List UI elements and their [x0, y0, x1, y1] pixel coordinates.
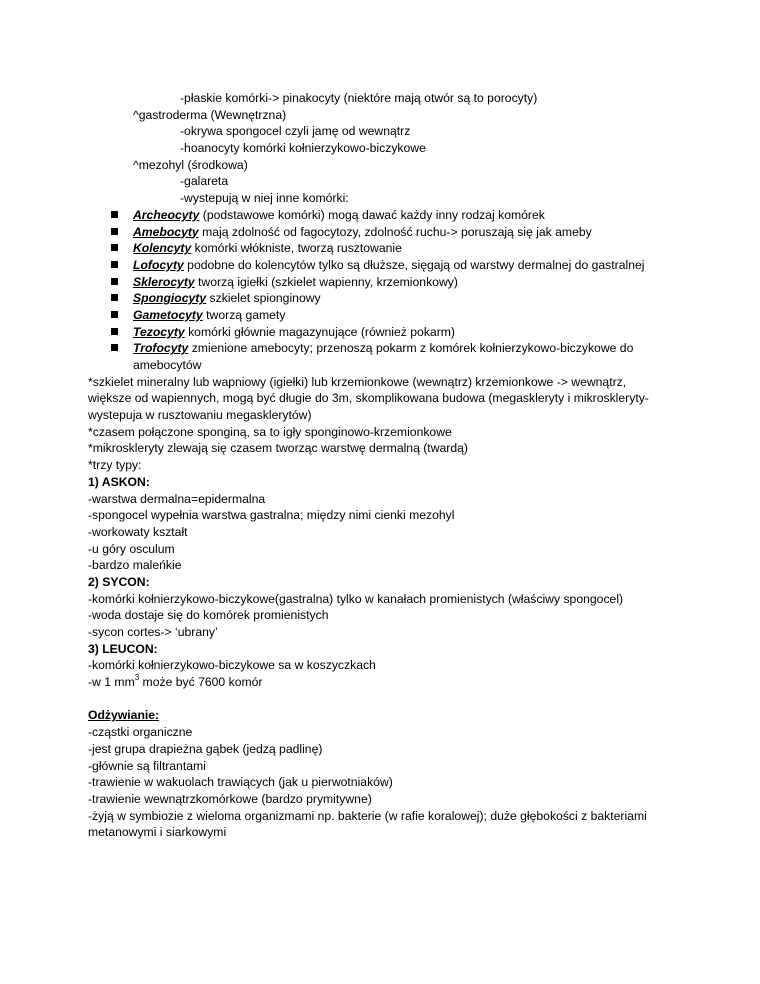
list-item: -jest grupa drapieżna gąbek (jedzą padlinę) — [88, 741, 323, 756]
cell-desc: (podstawowe komórki) mogą dawać każdy inny rodzaj komórek — [199, 207, 545, 222]
list-item: -spongocel wypełnia warstwa gastralna; między nimi cienki mezohyl — [88, 508, 455, 523]
cell-term: Tezocyty — [133, 324, 185, 339]
note-line: -hoanocyty komórki kołnierzykowo-biczykowe — [180, 141, 426, 156]
list-item: -trawienie wewnątrzkomórkowe (bardzo prymitywne) — [88, 791, 372, 806]
skeleton-paragraph: wystepuja w rusztowaniu megasklerytów) — [88, 408, 312, 423]
cell-desc: podobne do kolencytów tylko są dłuższe, sięgają od warstwy dermalnej do gastralnej — [183, 257, 645, 272]
list-item: -cząstki organiczne — [88, 725, 193, 740]
list-item: -woda dostaje się do komórek promienistych — [88, 608, 329, 623]
note-line: -płaskie komórki-> pinakocyty (niektóre mają otwór są to porocyty) — [180, 91, 538, 105]
list-item: -sycon cortes-> ‘ubrany’ — [88, 625, 218, 639]
section-heading: 3) LEUCON: — [88, 641, 158, 656]
cell-term: Sklerocyty — [133, 274, 195, 289]
bullet-square-icon — [111, 344, 118, 351]
skeleton-paragraph: *czasem połączone sponginą, sa to igły sponginowo-krzemionkowe — [88, 424, 452, 439]
section-heading: 1) ASKON: — [88, 474, 150, 489]
list-item: -trawienie w wakuolach trawiących (jak u pierwotniaków) — [88, 775, 393, 790]
cell-term: Gametocyty — [133, 307, 203, 322]
cell-term: Archeocyty — [133, 207, 200, 222]
skeleton-paragraph: *trzy typy: — [88, 458, 142, 473]
bullet-square-icon — [111, 294, 118, 301]
bullet-square-icon — [111, 328, 118, 335]
skeleton-paragraph: *szkielet mineralny lub wapniowy (igiełki) lub krzemionkowe (wewnątrz) krzemionkowe -> wewnątrz, — [88, 374, 627, 389]
list-item: -workowaty kształt — [88, 524, 188, 539]
cell-desc: szkielet spionginowy — [206, 291, 321, 306]
cell-desc: komórki włókniste, tworzą rusztowanie — [191, 241, 402, 256]
layer-heading: ^gastroderma (Wewnętrzna) — [133, 107, 287, 122]
section-heading: Odżywianie: — [88, 708, 160, 723]
skeleton-paragraph: większe od wapiennych, mogą być długie do 3m, skomplikowana budowa (megaskleryty i mikroskleryty- — [88, 391, 649, 406]
text-run: może być 7600 komór — [139, 675, 263, 690]
cell-list-item — [0, 340, 760, 357]
cell-list-item — [0, 324, 760, 341]
cell-term: Lofocyty — [133, 257, 184, 272]
cell-desc: komórki głównie magazynujące (również pokarm) — [184, 324, 455, 339]
bullet-square-icon — [111, 261, 118, 268]
list-item — [0, 674, 760, 691]
cell-list-item — [0, 207, 760, 224]
list-item: -u góry osculum — [88, 541, 175, 556]
bullet-square-icon — [111, 228, 118, 235]
cell-list-item — [0, 240, 760, 257]
note-line: -galareta — [180, 174, 229, 189]
list-item: metanowymi i siarkowymi — [88, 825, 227, 840]
cell-desc: tworzą igiełki (szkielet wapienny, krzemionkowy) — [194, 274, 458, 289]
cell-term: Spongiocyty — [133, 291, 207, 306]
cell-term: Amebocyty — [133, 224, 199, 239]
bullet-square-icon — [111, 244, 118, 251]
blank-line — [0, 691, 760, 708]
bullet-square-icon — [111, 278, 118, 285]
layer-heading: ^mezohyl (środkowa) — [133, 157, 248, 172]
cell-term: Trofocyty — [133, 341, 189, 356]
cell-desc: mają zdolność od fagocytozy, zdolność ruchu-> poruszają się jak ameby — [198, 224, 592, 239]
cell-list-item — [0, 290, 760, 307]
skeleton-paragraph: *mikroskleryty zlewają się czasem tworząc warstwę dermalną (twardą) — [88, 441, 468, 456]
cell-desc-continuation: amebocytów — [133, 358, 202, 372]
list-item: -głównie są filtrantami — [88, 758, 206, 773]
cell-term: Kolencyty — [133, 241, 192, 256]
cell-list-item — [0, 224, 760, 241]
cell-desc: tworzą gamety — [202, 307, 286, 322]
list-item: -komórki kołnierzykowo-biczykowe sa w koszyczkach — [88, 658, 376, 673]
list-item: -bardzo maleńkie — [88, 558, 182, 573]
list-item: -warstwa dermalna=epidermalna — [88, 491, 266, 506]
cell-list-item — [0, 274, 760, 291]
superscript: 3 — [134, 673, 140, 682]
bullet-square-icon — [111, 211, 118, 218]
notes-body — [0, 90, 760, 841]
bullet-square-icon — [111, 311, 118, 318]
list-item: -żyją w symbiozie z wieloma organizmami np. bakterie (w rafie koralowej); duże głębokości z bakteriami — [88, 808, 647, 823]
section-heading: 2) SYCON: — [88, 574, 150, 589]
cell-list-item — [0, 257, 760, 274]
text-run: -w 1 mm — [88, 675, 135, 690]
cell-desc: zmienione amebocyty; przenoszą pokarm z komórek kołnierzykowo-biczykowe do — [188, 341, 634, 356]
note-line: -wystepują w niej inne komórki: — [180, 191, 349, 206]
cell-list-item — [0, 307, 760, 324]
list-item: -komórki kołnierzykowo-biczykowe(gastralna) tylko w kanałach promienistych (właściwy spongocel) — [88, 591, 624, 606]
note-line: -okrywa spongocel czyli jamę od wewnątrz — [180, 124, 411, 139]
